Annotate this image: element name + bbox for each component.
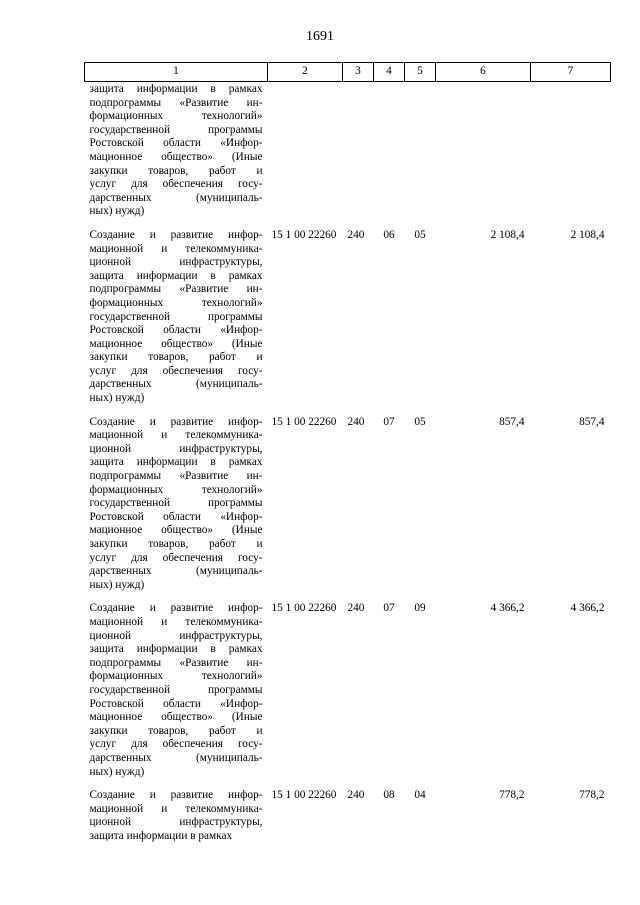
row-name-cell [85,602,268,789]
section-cell [374,82,405,229]
row-name-line: ционной инфраструктуры, [89,442,263,455]
row-name-line: защита информации в рамках [89,269,263,282]
table-row [85,229,611,416]
amount-1-cell: 4 366,2 [490,602,525,615]
column-header-subsection: 5 [405,63,436,82]
target-article-cell: 15 1 00 22260 [271,602,337,615]
column-header-section: 4 [374,63,405,82]
row-name-line: государственной программы [89,310,263,323]
amount-2-cell: 4 366,2 [570,602,605,615]
row-name-line: государственной программы [89,123,263,136]
row-name-line: Создание и развитие инфор- [89,789,263,802]
row-name-line: услуг для обеспечения госу- [89,178,263,191]
subsection-cell: 05 [414,415,426,428]
row-name-line: государственной программы [89,497,263,510]
row-name-line: ных) нужд) [89,392,145,405]
row-name-line: ных) нужд) [89,578,145,591]
expense-type-cell [343,82,374,229]
row-name-line: услуг для обеспечения госу- [89,738,263,751]
table-row [85,602,611,789]
row-name-line: дарственных (муниципаль- [89,751,263,764]
row-name-cell [85,229,268,416]
row-name-line: подпрограммы «Развитие ин- [89,283,263,296]
row-name-line: Создание и развитие инфор- [89,228,263,241]
row-name-line: защита информации в рамках [89,829,233,842]
row-name-line: мационной и телекоммуника- [89,429,263,442]
column-header-amount-1: 6 [436,63,531,82]
target-article-cell [268,82,343,229]
row-name-line: формационных технологий» [89,483,263,496]
expense-type-cell: 240 [347,602,365,615]
row-name-line: ных) нужд) [89,205,145,218]
table-header-row [85,63,611,82]
column-header-target-article: 2 [268,63,343,82]
row-name-line: услуг для обеспечения госу- [89,364,263,377]
row-name-line: закупки товаров, работ и [89,724,263,737]
row-name-line: Ростовской области «Инфор- [89,137,263,150]
row-name-line: подпрограммы «Развитие ин- [89,470,263,483]
subsection-cell: 05 [414,228,426,241]
row-name-line: мационной и телекоммуника- [89,242,263,255]
amount-2-cell: 2 108,4 [570,228,605,241]
row-name-line: Создание и развитие инфор- [89,415,263,428]
amount-2-cell [531,82,611,229]
table-row [85,82,611,229]
row-name-line: государственной программы [89,683,263,696]
section-cell: 07 [383,415,395,428]
target-article-cell: 15 1 00 22260 [271,228,337,241]
row-name-line: защита информации в рамках [89,643,263,656]
row-name-line: мационное общество» (Иные [89,337,263,350]
section-cell: 08 [383,789,395,802]
row-name-line: ных) нужд) [89,765,145,778]
amount-1-cell: 2 108,4 [490,228,525,241]
section-cell: 07 [383,602,395,615]
column-header-amount-2: 7 [531,63,611,82]
row-name-line: мационной и телекоммуника- [89,615,263,628]
subsection-cell [405,82,436,229]
row-name-line: Создание и развитие инфор- [89,602,263,615]
expense-type-cell: 240 [347,228,365,241]
target-article-cell: 15 1 00 22260 [271,415,337,428]
amount-2-cell: 857,4 [579,415,605,428]
expense-type-cell: 240 [347,789,365,802]
row-name-line: ционной инфраструктуры, [89,256,263,269]
row-name-line: Ростовской области «Инфор- [89,697,263,710]
row-name-line: защита информации в рамках [89,83,263,95]
amount-1-cell [436,82,531,229]
row-name-line: мационной и телекоммуника- [89,802,263,815]
row-name-line: ционной инфраструктуры, [89,629,263,642]
row-name-line: дарственных (муниципаль- [89,378,263,391]
target-article-cell: 15 1 00 22260 [271,789,337,802]
row-name-line: защита информации в рамках [89,456,263,469]
subsection-cell: 04 [414,789,426,802]
row-name-line: закупки товаров, работ и [89,538,263,550]
row-name-line: Ростовской области «Инфор- [89,324,263,337]
expense-type-cell: 240 [347,415,365,428]
page-number: 1691 [306,29,334,44]
row-name-line: дарственных (муниципаль- [89,565,263,578]
row-name-line: мационное общество» (Иные [89,524,263,537]
row-name-line: закупки товаров, работ и [89,164,263,177]
row-name-line: мационное общество» (Иные [89,711,263,724]
row-name-cell [85,82,268,229]
row-name-line: мационное общество» (Иные [89,150,263,163]
table-row [85,416,611,603]
row-name-line: Ростовской области «Инфор- [89,510,263,523]
subsection-cell: 09 [414,602,426,615]
row-name-line: услуг для обеспечения госу- [89,551,263,564]
row-name-line: ционной инфраструктуры, [89,816,263,829]
budget-table [84,62,611,853]
amount-1-cell: 857,4 [499,415,525,428]
amount-2-cell: 778,2 [579,789,605,802]
row-name-line: формационных технологий» [89,296,263,309]
column-header-name: 1 [85,63,268,82]
row-name-line: подпрограммы «Развитие ин- [89,656,263,669]
amount-1-cell: 778,2 [499,789,525,802]
section-cell: 06 [383,228,395,241]
row-name-line: закупки товаров, работ и [89,351,263,364]
row-name-line: формационных технологий» [89,670,263,683]
row-name-line: формационных технологий» [89,110,263,123]
row-name-cell [85,416,268,603]
table-row [85,789,611,853]
column-header-expense-type: 3 [343,63,374,82]
row-name-line: подпрограммы «Развитие ин- [89,96,263,109]
row-name-line: дарственных (муниципаль- [89,191,263,204]
row-name-cell [85,789,268,853]
